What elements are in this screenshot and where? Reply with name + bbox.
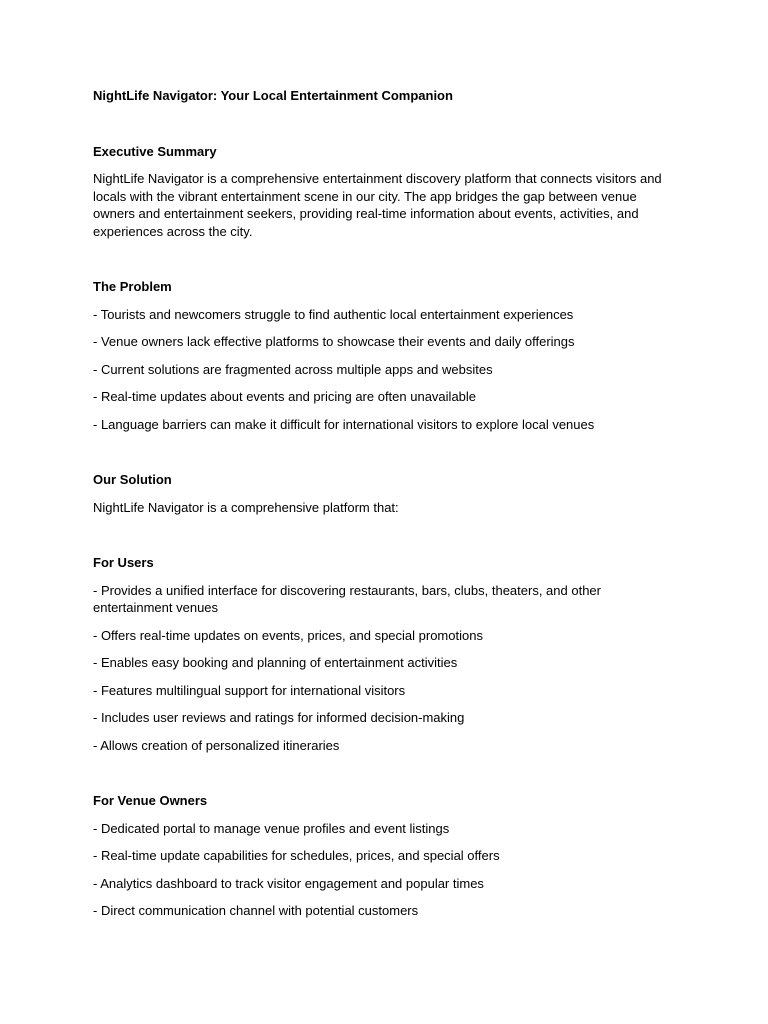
for-venue-owners-item: - Real-time update capabilities for schedules, prices, and special offers <box>93 848 500 863</box>
for-users-item: - Offers real-time updates on events, prices, and special promotions <box>93 627 483 643</box>
for-users-item: - Includes user reviews and ratings for informed decision-making <box>93 710 465 725</box>
solution-heading: Our Solution <box>93 472 172 487</box>
executive-summary-body: NightLife Navigator is a comprehensive entertainment discovery platform that connects visitors and locals with the vibrant entertainment scene in our city. The app bridges the gap between venue owners and entertainment seekers, providing real-time information about events, activities, and experiences across the city. <box>93 171 662 239</box>
problem-heading: The Problem <box>93 279 172 294</box>
problem-item: - Venue owners lack effective platforms to showcase their events and daily offerings <box>93 334 575 349</box>
solution-body: NightLife Navigator is a comprehensive platform that: <box>93 499 399 515</box>
executive-summary-heading: Executive Summary <box>93 143 217 159</box>
problem-item: - Language barriers can make it difficult for international visitors to explore local venues <box>93 416 595 432</box>
problem-item: - Tourists and newcomers struggle to find authentic local entertainment experiences <box>93 306 574 322</box>
for-venue-owners-heading: For Venue Owners <box>93 793 208 808</box>
problem-item: - Real-time updates about events and pricing are often unavailable <box>93 389 477 404</box>
for-venue-owners-item: - Analytics dashboard to track visitor engagement and popular times <box>93 875 484 891</box>
for-users-item: - Provides a unified interface for discovering restaurants, bars, clubs, theaters, and other entertainment venues <box>93 582 601 615</box>
for-venue-owners-item: - Direct communication channel with potential customers <box>93 903 419 918</box>
for-users-item: - Allows creation of personalized itineraries <box>93 737 340 753</box>
for-venue-owners-item: - Dedicated portal to manage venue profiles and event listings <box>93 820 450 836</box>
document-page <box>93 87 673 920</box>
problem-item: - Current solutions are fragmented across multiple apps and websites <box>93 361 493 377</box>
for-users-item: - Features multilingual support for international visitors <box>93 682 406 698</box>
document-title: NightLife Navigator: Your Local Entertainment Companion <box>93 88 453 103</box>
for-users-item: - Enables easy booking and planning of entertainment activities <box>93 655 458 670</box>
for-users-heading: For Users <box>93 555 154 570</box>
